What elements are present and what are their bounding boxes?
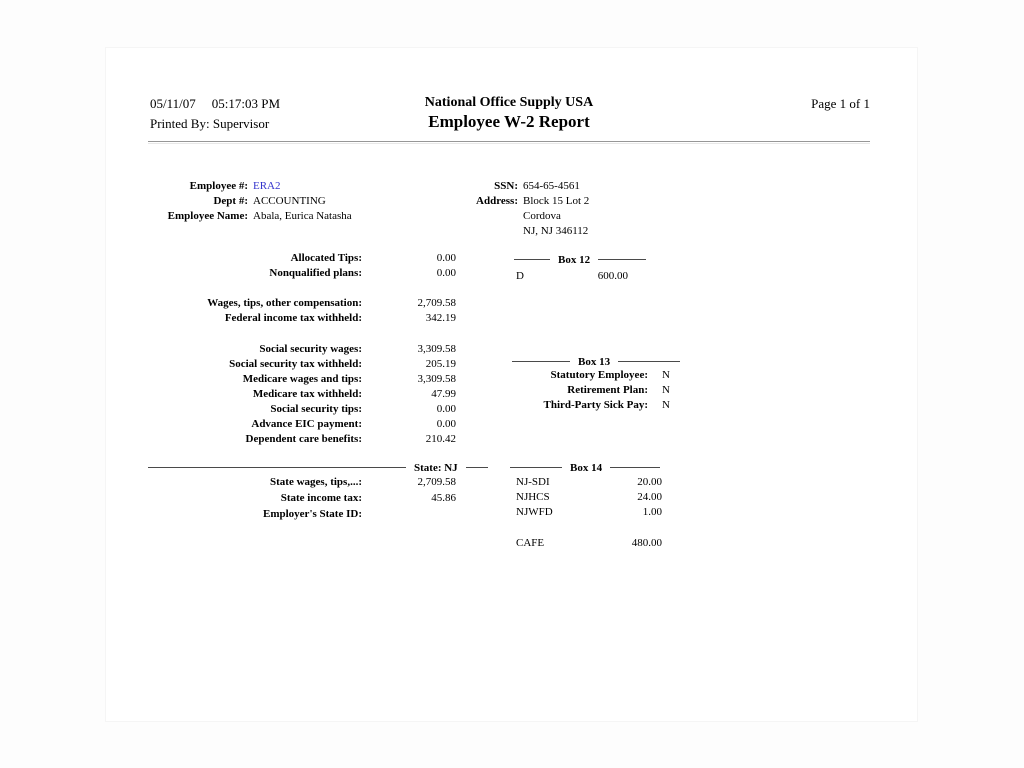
medicare-tax-row [150, 388, 456, 403]
medicare-tax-label: Medicare tax withheld: [252, 388, 362, 400]
state-title: State: NJ [414, 461, 458, 474]
divider-line [148, 467, 406, 468]
address-line1: Block 15 Lot 2 [523, 195, 590, 207]
box12-title: Box 12 [558, 253, 591, 266]
box14-row [516, 491, 662, 506]
wages-value: 2,709.58 [417, 297, 456, 309]
advance-eic-row [150, 418, 456, 433]
box12-row [516, 270, 628, 285]
state-divider [148, 461, 488, 474]
state-wages-label: State wages, tips,...: [270, 476, 362, 488]
ssn-label: SSN: [494, 180, 518, 192]
state-income-tax-row [150, 492, 456, 508]
employee-name-value: Abala, Eurica Natasha [253, 210, 352, 222]
employer-state-id-row [150, 508, 456, 524]
address-line3: NJ, NJ 346112 [523, 225, 589, 237]
dependent-care-label: Dependent care benefits: [245, 433, 362, 445]
divider-line [610, 467, 660, 468]
third-party-sick-pay-value: N [662, 399, 670, 411]
nonqualified-plans-label: Nonqualified plans: [269, 267, 362, 279]
address-row [440, 210, 589, 225]
third-party-sick-pay-row [510, 399, 670, 414]
employer-state-id-label: Employer's State ID: [263, 508, 362, 520]
third-party-sick-pay-label: Third-Party Sick Pay: [543, 399, 648, 411]
ss-tips-value: 0.00 [436, 403, 456, 415]
ss-wages-row [150, 343, 456, 358]
wages-row [150, 297, 456, 312]
box14-title: Box 14 [570, 461, 603, 474]
medicare-wages-label: Medicare wages and tips: [242, 373, 362, 385]
ss-tax-label: Social security tax withheld: [229, 358, 362, 370]
employee-name-row [150, 210, 352, 225]
state-income-tax-label: State income tax: [280, 492, 362, 504]
employee-name-label: Employee Name: [167, 210, 248, 222]
box12-code: D [516, 270, 524, 282]
box13-section [510, 369, 670, 414]
dept-label: Dept #: [213, 195, 248, 207]
report-time: 05:17:03 PM [211, 96, 281, 111]
divider-line [510, 467, 562, 468]
address-row [440, 225, 589, 240]
divider-line [618, 361, 680, 362]
report-title: Employee W-2 Report [428, 112, 590, 131]
state-wages-row [150, 476, 456, 492]
box14-amount: 20.00 [637, 476, 662, 488]
address-row [440, 195, 589, 210]
statutory-employee-row [510, 369, 670, 384]
wages-label: Wages, tips, other compensation: [207, 297, 362, 309]
allocated-tips-value: 0.00 [436, 252, 456, 264]
retirement-plan-value: N [662, 384, 670, 396]
box14-row [516, 476, 662, 491]
ss-tax-value: 205.19 [425, 358, 456, 370]
box14-code: NJWFD [516, 506, 553, 518]
ss-tax-row [150, 358, 456, 373]
ss-tips-label: Social security tips: [270, 403, 362, 415]
advance-eic-label: Advance EIC payment: [251, 418, 362, 430]
tips-section [150, 252, 456, 282]
divider-line [598, 259, 646, 260]
employee-info-left [150, 180, 352, 225]
statutory-employee-value: N [662, 369, 670, 381]
box13-divider [512, 355, 680, 368]
retirement-plan-label: Retirement Plan: [567, 384, 648, 396]
box14-amount: 24.00 [637, 491, 662, 503]
box14-amount: 1.00 [642, 506, 662, 518]
box14-divider [510, 461, 660, 474]
employee-info-right [440, 180, 589, 240]
box12-amount: 600.00 [597, 270, 628, 282]
cafe-amount: 480.00 [631, 537, 662, 549]
dept-value: ACCOUNTING [253, 195, 326, 207]
state-section [150, 476, 456, 524]
address-line2: Cordova [523, 210, 561, 222]
employee-number-label: Employee #: [189, 180, 248, 192]
divider-line [512, 361, 570, 362]
ssn-value: 654-65-4561 [523, 180, 580, 192]
state-wages-value: 2,709.58 [417, 476, 456, 488]
state-income-tax-value: 45.86 [431, 492, 456, 504]
cafe-row [516, 537, 662, 552]
employee-number-row [150, 180, 352, 195]
employee-number-link[interactable]: ERA2 [253, 180, 281, 192]
ss-tips-row [150, 403, 456, 418]
allocated-tips-row [150, 252, 456, 267]
divider-line [466, 467, 488, 468]
dependent-care-value: 210.42 [425, 433, 456, 445]
cafe-code: CAFE [516, 537, 545, 549]
ssn-row [440, 180, 589, 195]
header-rule [148, 141, 870, 144]
box13-title: Box 13 [578, 355, 611, 368]
company-name: National Office Supply USA [424, 95, 594, 110]
medicare-wages-row [150, 373, 456, 388]
box14-code: NJHCS [516, 491, 550, 503]
box14-section [516, 476, 662, 521]
address-label: Address: [476, 195, 518, 207]
allocated-tips-label: Allocated Tips: [290, 252, 362, 264]
statutory-employee-label: Statutory Employee: [550, 369, 648, 381]
retirement-plan-row [510, 384, 670, 399]
box12-divider [514, 253, 646, 266]
medicare-tax-value: 47.99 [431, 388, 456, 400]
wages-section [150, 297, 456, 327]
ss-wages-label: Social security wages: [259, 343, 362, 355]
federal-tax-label: Federal income tax withheld: [224, 312, 362, 324]
box14-row [516, 506, 662, 521]
nonqualified-plans-row [150, 267, 456, 282]
social-security-section [150, 343, 456, 448]
dept-row [150, 195, 352, 210]
medicare-wages-value: 3,309.58 [417, 373, 456, 385]
ss-wages-value: 3,309.58 [417, 343, 456, 355]
divider-line [514, 259, 550, 260]
advance-eic-value: 0.00 [436, 418, 456, 430]
report-date: 05/11/07 [150, 96, 196, 111]
federal-tax-row [150, 312, 456, 327]
nonqualified-plans-value: 0.00 [436, 267, 456, 279]
dependent-care-row [150, 433, 456, 448]
printed-by: Printed By: Supervisor [150, 116, 270, 131]
box14-code: NJ-SDI [516, 476, 550, 488]
federal-tax-value: 342.19 [425, 312, 456, 324]
page-number: Page 1 of 1 [811, 96, 870, 111]
